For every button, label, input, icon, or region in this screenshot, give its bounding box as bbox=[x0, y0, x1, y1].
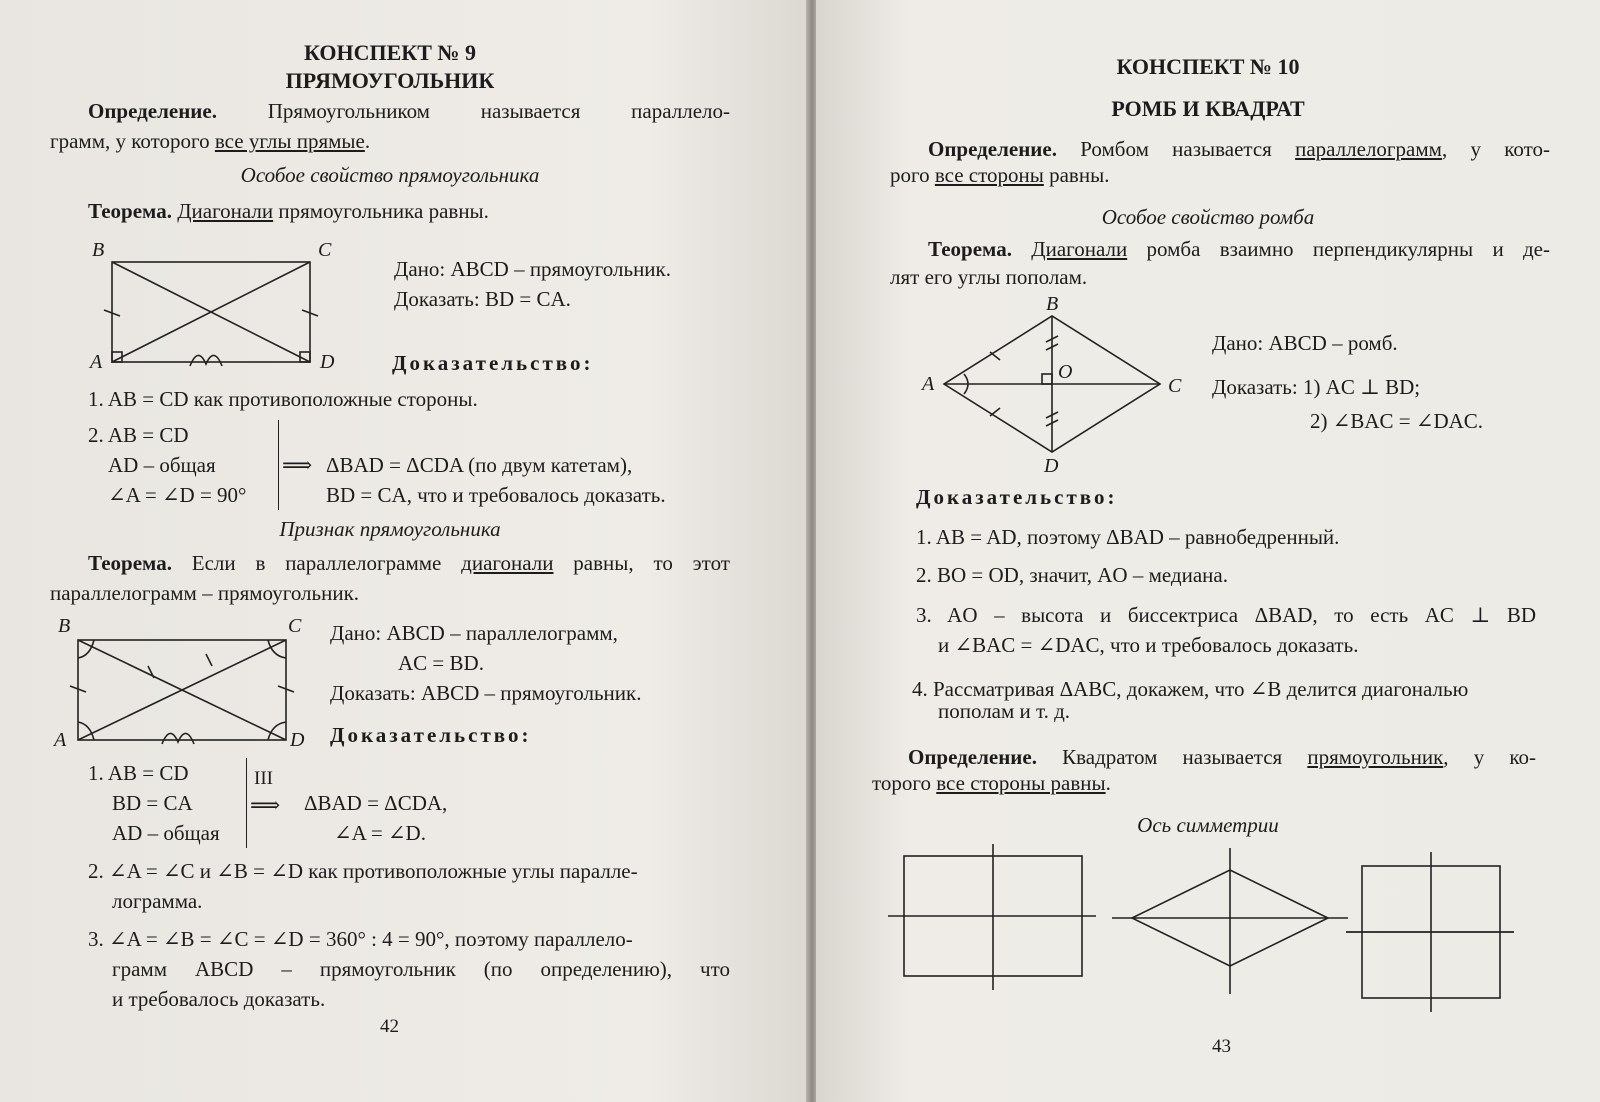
definition-line-1: Определение. Прямоугольником называется параллело- bbox=[88, 99, 730, 123]
proof-2-step-3-line-3: и требовалось доказать. bbox=[112, 987, 326, 1011]
proof-2-brace bbox=[246, 758, 247, 848]
vertex-c: C bbox=[318, 239, 332, 261]
page-number: 42 bbox=[380, 1016, 399, 1037]
proof-2-step-2-line-1: 2. ∠A = ∠C и ∠B = ∠D как противоположные углы паралле- bbox=[88, 859, 638, 883]
prove-2: Доказать: ABCD – прямоугольник. bbox=[330, 681, 642, 705]
section-title: КОНСПЕКТ № 9 bbox=[303, 40, 477, 65]
theorem-1: Теорема. Диагонали прямоугольника равны. bbox=[88, 199, 489, 223]
proof-2-result-1: ΔBAD = ΔCDA, bbox=[304, 791, 448, 815]
proof-2-step-3-line-1: 3. ∠A = ∠B = ∠C = ∠D = 360° : 4 = 90°, поэтому параллело- bbox=[88, 927, 633, 951]
vertex-a: A bbox=[922, 373, 935, 395]
page-43 bbox=[816, 0, 1600, 1102]
vertex-b: B bbox=[92, 239, 105, 261]
proof-step-1: 1. AB = AD, поэтому ΔBAD – равнобедренный. bbox=[916, 525, 1340, 549]
symmetry-square bbox=[1346, 852, 1516, 1012]
vertex-d: D bbox=[320, 351, 335, 373]
given-2-line-2: AC = BD. bbox=[398, 651, 484, 675]
symmetry-heading: Ось симметрии bbox=[1137, 813, 1279, 837]
vertex-d: D bbox=[290, 729, 305, 751]
given-2-line-1: Дано: ABCD – параллелограмм, bbox=[330, 621, 618, 645]
proof-2-step-1b: BD = CA bbox=[112, 791, 193, 815]
proof-1-step-2a: 2. AB = CD bbox=[88, 423, 189, 447]
special-property-heading: Особое свойство прямоугольника bbox=[240, 163, 540, 187]
implies-arrow-1: ⟹ bbox=[282, 453, 313, 477]
vertex-b: B bbox=[58, 615, 71, 637]
proof-2-step-1a: 1. AB = CD bbox=[88, 761, 189, 785]
proof-1-heading: Доказательство: bbox=[392, 351, 594, 375]
rectangle-figure-1 bbox=[90, 239, 335, 373]
proof-1-step-2c: ∠A = ∠D = 90° bbox=[108, 483, 247, 507]
symmetry-rhombus bbox=[1112, 848, 1352, 998]
proof-step-4-line-2: пополам и т. д. bbox=[938, 699, 1071, 723]
proof-1-step-1: 1. AB = CD как противоположные стороны. bbox=[88, 387, 478, 411]
proof-step-4-line-1: 4. Рассматривая ΔABC, докажем, что ∠B делится диагональю bbox=[912, 677, 1469, 701]
given: Дано: ABCD – ромб. bbox=[1212, 331, 1398, 355]
theorem-2-line-1: Теорема. Если в параллелограмме диагонали равны, то этот bbox=[88, 551, 730, 575]
proof-2-step-2-line-2: лограмма. bbox=[112, 889, 203, 913]
proof-1-step-2b: AD – общая bbox=[108, 453, 216, 477]
proof-2-result-2: ∠A = ∠D. bbox=[334, 821, 426, 845]
vertex-a: A bbox=[54, 729, 67, 751]
sss-tag: III bbox=[254, 768, 273, 789]
vertex-c: C bbox=[1168, 375, 1182, 397]
proof-2-step-3-line-2: грамм ABCD – прямоугольник (по определению), что bbox=[112, 957, 730, 981]
vertex-b: B bbox=[1046, 293, 1059, 315]
theorem-2-line-2: параллелограмм – прямоугольник. bbox=[50, 581, 360, 605]
section-subtitle: ПРЯМОУГОЛЬНИК bbox=[285, 68, 495, 93]
special-property-heading: Особое свойство ромба bbox=[1101, 205, 1315, 229]
vertex-a: A bbox=[90, 351, 103, 373]
proof-2-heading: Доказательство: bbox=[330, 723, 532, 747]
proof-2-step-1c: AD – общая bbox=[112, 821, 220, 845]
theorem-line-1: Теорема. Диагонали ромба взаимно перпендикулярны и де- bbox=[928, 237, 1550, 261]
proof-step-3-line-1: 3. AO – высота и биссектриса ΔBAD, то есть AC ⊥ BD bbox=[916, 603, 1536, 627]
prove-line-1: Доказать: 1) AC ⊥ BD; bbox=[1212, 375, 1421, 399]
implies-arrow-2: ⟹ bbox=[250, 793, 281, 817]
proof-heading: Доказательство: bbox=[916, 485, 1118, 509]
theorem-line-2: лят его углы пополам. bbox=[890, 265, 1088, 289]
proof-1-result-1: ΔBAD = ΔCDA (по двум катетам), bbox=[326, 453, 633, 477]
vertex-c: C bbox=[288, 615, 302, 637]
given-1: Дано: ABCD – прямоугольник. bbox=[394, 257, 671, 281]
criterion-heading: Признак прямоугольника bbox=[279, 517, 501, 541]
center-o: O bbox=[1058, 361, 1073, 383]
proof-1-result-2: BD = CA, что и требовалось доказать. bbox=[326, 483, 666, 507]
definition-line-1: Определение. Ромбом называется параллелограмм, у кото- bbox=[928, 137, 1550, 161]
symmetry-rectangle bbox=[888, 844, 1098, 994]
definition-line-2: грамм, у которого все углы прямые. bbox=[50, 129, 371, 153]
parallelogram-figure-2 bbox=[54, 615, 316, 758]
definition-2-line-2: торого все стороны равны. bbox=[872, 771, 1111, 795]
proof-step-3-line-2: и ∠BAC = ∠DAC, что и требовалось доказать. bbox=[938, 633, 1359, 657]
section-title: КОНСПЕКТ № 10 bbox=[1116, 54, 1300, 79]
proof-step-2: 2. BO = OD, значит, AO – медиана. bbox=[916, 563, 1228, 587]
rhombus-figure bbox=[920, 293, 1190, 477]
prove-line-2: 2) ∠BAC = ∠DAC. bbox=[1310, 409, 1484, 433]
section-subtitle: РОМБ И КВАДРАТ bbox=[1111, 96, 1305, 121]
prove-1: Доказать: BD = CA. bbox=[394, 287, 571, 311]
definition-line-2: рого все стороны равны. bbox=[890, 163, 1110, 187]
vertex-d: D bbox=[1044, 455, 1059, 477]
proof-1-brace bbox=[278, 420, 279, 510]
definition-2-line-1: Определение. Квадратом называется прямоугольник, у ко- bbox=[908, 745, 1536, 769]
page-number: 43 bbox=[1212, 1036, 1231, 1057]
